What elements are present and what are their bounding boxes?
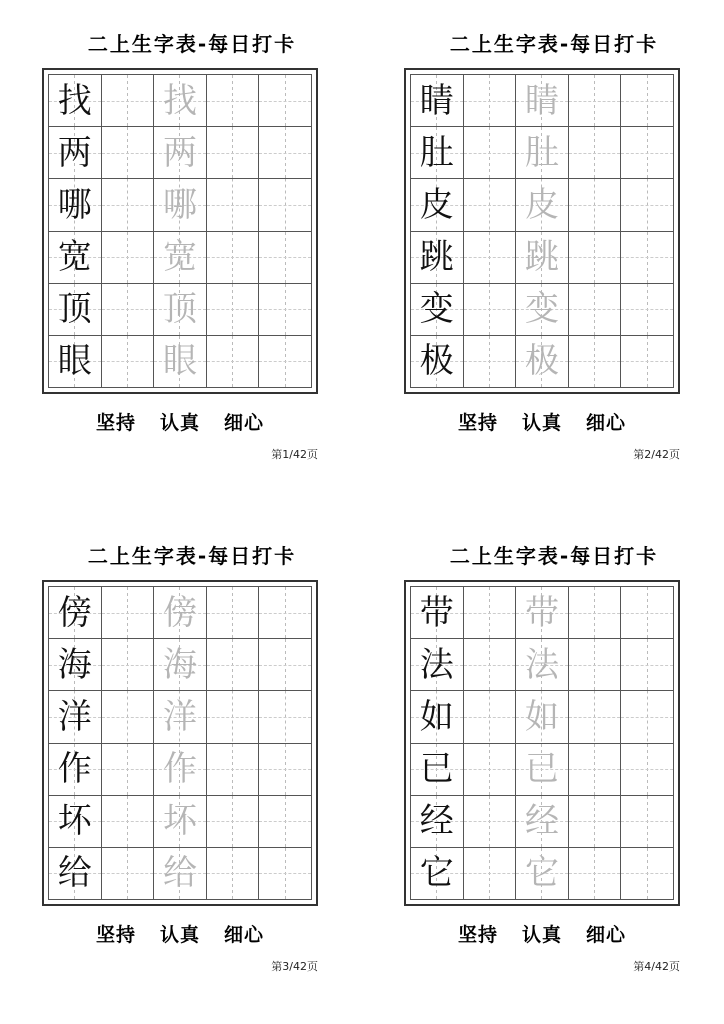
page-number: 第1/42页 <box>271 448 318 461</box>
practice-grid <box>42 68 318 394</box>
grid-cell <box>411 848 464 900</box>
grid-cell <box>411 336 464 388</box>
model-character: 极 <box>419 341 454 382</box>
grid-cell <box>49 179 102 231</box>
grid-cell <box>154 284 207 336</box>
trace-character: 眼 <box>162 341 197 382</box>
sheet-title: 二上生字表-每日打卡 <box>449 32 659 56</box>
trace-character: 洋 <box>162 696 197 737</box>
grid-cell <box>102 796 155 848</box>
grid-cell <box>621 848 674 900</box>
grid-cell <box>569 744 622 796</box>
grid-cell <box>154 691 207 743</box>
worksheet-3 <box>42 542 342 982</box>
grid-cell <box>569 639 622 691</box>
grid-cell <box>464 75 517 127</box>
trace-character: 已 <box>524 749 559 790</box>
grid-cell <box>516 336 569 388</box>
trace-character: 跳 <box>524 237 559 278</box>
grid-cell <box>516 744 569 796</box>
grid-cell <box>569 127 622 179</box>
model-character: 宽 <box>57 237 92 278</box>
worksheet-2 <box>404 30 704 470</box>
grid-cell <box>259 796 312 848</box>
grid-cell <box>516 639 569 691</box>
grid-cell <box>259 179 312 231</box>
trace-character: 法 <box>524 644 559 685</box>
grid-cell <box>207 127 260 179</box>
grid-cell <box>154 232 207 284</box>
grid-cell <box>516 587 569 639</box>
grid-cell <box>411 744 464 796</box>
model-character: 作 <box>57 749 92 790</box>
grid-cell <box>464 587 517 639</box>
grid-cell <box>259 127 312 179</box>
grid-cell <box>102 284 155 336</box>
grid-cell <box>621 691 674 743</box>
model-character: 睛 <box>419 80 454 121</box>
grid-cell <box>49 336 102 388</box>
trace-character: 傍 <box>162 592 197 633</box>
grid-cell <box>154 587 207 639</box>
model-character: 坏 <box>57 801 92 842</box>
grid-cell <box>411 75 464 127</box>
grid-cell <box>102 232 155 284</box>
grid-cell <box>49 639 102 691</box>
grid-cell <box>102 75 155 127</box>
grid-cell <box>154 127 207 179</box>
grid-cell <box>516 796 569 848</box>
grid-cell <box>569 796 622 848</box>
grid-cell <box>621 284 674 336</box>
motto-word: 认真 <box>159 924 200 946</box>
grid-cell <box>464 127 517 179</box>
grid-cell <box>259 232 312 284</box>
grid-cell <box>154 75 207 127</box>
grid-cell <box>207 232 260 284</box>
grid-cell <box>207 587 260 639</box>
motto <box>42 408 318 435</box>
worksheet-4 <box>404 542 704 982</box>
grid-cell <box>259 587 312 639</box>
grid-cell <box>259 336 312 388</box>
grid-cell <box>516 848 569 900</box>
grid-cell <box>259 284 312 336</box>
grid-cell <box>516 691 569 743</box>
page-number: 第3/42页 <box>271 960 318 973</box>
page-number: 第2/42页 <box>633 448 680 461</box>
model-character: 眼 <box>57 341 92 382</box>
grid-cell <box>569 336 622 388</box>
grid-cell <box>464 744 517 796</box>
grid-cell <box>49 848 102 900</box>
grid-cell <box>207 744 260 796</box>
grid-cell <box>464 639 517 691</box>
motto-word: 坚持 <box>95 924 136 946</box>
trace-character: 顶 <box>162 289 197 330</box>
model-character: 找 <box>57 80 92 121</box>
model-character: 顶 <box>57 289 92 330</box>
model-character: 跳 <box>419 237 454 278</box>
grid-cell <box>102 587 155 639</box>
grid-cell <box>411 179 464 231</box>
grid-cell <box>569 75 622 127</box>
trace-character: 变 <box>524 289 559 330</box>
motto-word: 细心 <box>224 924 265 946</box>
motto-word: 认真 <box>521 412 562 434</box>
model-character: 海 <box>57 644 92 685</box>
grid-cell <box>49 587 102 639</box>
grid-cell <box>207 284 260 336</box>
grid-cell <box>464 796 517 848</box>
trace-character: 海 <box>162 644 197 685</box>
grid-cell <box>154 336 207 388</box>
grid-cell <box>259 75 312 127</box>
practice-grid <box>404 580 680 906</box>
trace-character: 给 <box>162 853 197 894</box>
grid-cell <box>207 75 260 127</box>
trace-character: 带 <box>524 592 559 633</box>
model-character: 它 <box>419 853 454 894</box>
grid-cell <box>464 848 517 900</box>
grid-cell <box>621 232 674 284</box>
grid-cell <box>49 75 102 127</box>
motto-word: 坚持 <box>457 924 498 946</box>
motto-word: 坚持 <box>95 412 136 434</box>
grid-cell <box>411 587 464 639</box>
trace-character: 找 <box>162 80 197 121</box>
grid-cell <box>207 336 260 388</box>
model-character: 洋 <box>57 696 92 737</box>
grid-cell <box>621 336 674 388</box>
sheet-title: 二上生字表-每日打卡 <box>449 544 659 568</box>
grid-cell <box>411 639 464 691</box>
trace-character: 哪 <box>162 184 197 225</box>
grid-cell <box>102 744 155 796</box>
sheet-title: 二上生字表-每日打卡 <box>87 544 297 568</box>
grid-cell <box>569 284 622 336</box>
model-character: 肚 <box>419 132 454 173</box>
model-character: 哪 <box>57 184 92 225</box>
grid-cell <box>49 232 102 284</box>
grid-cell <box>154 744 207 796</box>
grid-cell <box>516 179 569 231</box>
grid-cell <box>516 232 569 284</box>
grid-cell <box>102 127 155 179</box>
grid-cell <box>411 796 464 848</box>
grid-cell <box>569 179 622 231</box>
trace-character: 肚 <box>524 132 559 173</box>
trace-character: 经 <box>524 801 559 842</box>
grid-cell <box>464 232 517 284</box>
grid-cell <box>411 232 464 284</box>
grid-cell <box>621 744 674 796</box>
grid-cell <box>411 127 464 179</box>
motto <box>42 920 318 947</box>
grid-cell <box>569 587 622 639</box>
motto-word: 认真 <box>521 924 562 946</box>
motto-word: 细心 <box>224 412 265 434</box>
practice-grid <box>42 580 318 906</box>
model-character: 皮 <box>419 184 454 225</box>
grid-cell <box>516 75 569 127</box>
grid-cell <box>621 179 674 231</box>
trace-character: 极 <box>524 341 559 382</box>
grid-cell <box>207 691 260 743</box>
model-character: 已 <box>419 749 454 790</box>
grid-cell <box>49 744 102 796</box>
grid-cell <box>569 848 622 900</box>
grid-cell <box>49 691 102 743</box>
grid-cell <box>49 127 102 179</box>
model-character: 带 <box>419 592 454 633</box>
grid-cell <box>621 587 674 639</box>
trace-character: 坏 <box>162 801 197 842</box>
grid-cell <box>207 848 260 900</box>
model-character: 变 <box>419 289 454 330</box>
grid-cell <box>464 284 517 336</box>
model-character: 给 <box>57 853 92 894</box>
grid-cell <box>154 848 207 900</box>
motto-word: 认真 <box>159 412 200 434</box>
grid-cell <box>464 336 517 388</box>
grid-cell <box>207 796 260 848</box>
grid-cell <box>154 179 207 231</box>
motto <box>404 408 680 435</box>
worksheet-1 <box>42 30 342 470</box>
model-character: 两 <box>57 132 92 173</box>
model-character: 如 <box>419 696 454 737</box>
grid-cell <box>569 232 622 284</box>
grid-cell <box>464 179 517 231</box>
page-number: 第4/42页 <box>633 960 680 973</box>
grid-cell <box>516 284 569 336</box>
trace-character: 睛 <box>524 80 559 121</box>
model-character: 傍 <box>57 592 92 633</box>
grid-cell <box>259 744 312 796</box>
grid-cell <box>621 639 674 691</box>
motto-word: 坚持 <box>457 412 498 434</box>
trace-character: 如 <box>524 696 559 737</box>
trace-character: 宽 <box>162 237 197 278</box>
grid-cell <box>207 639 260 691</box>
model-character: 经 <box>419 801 454 842</box>
grid-cell <box>411 691 464 743</box>
grid-cell <box>464 691 517 743</box>
grid-cell <box>102 691 155 743</box>
grid-cell <box>102 336 155 388</box>
practice-grid <box>404 68 680 394</box>
grid-cell <box>259 639 312 691</box>
grid-cell <box>259 691 312 743</box>
model-character: 法 <box>419 644 454 685</box>
grid-cell <box>154 796 207 848</box>
grid-cell <box>49 796 102 848</box>
grid-cell <box>102 179 155 231</box>
motto-word: 细心 <box>586 412 627 434</box>
motto-word: 细心 <box>586 924 627 946</box>
grid-cell <box>411 284 464 336</box>
trace-character: 作 <box>162 749 197 790</box>
trace-character: 它 <box>524 853 559 894</box>
grid-cell <box>154 639 207 691</box>
grid-cell <box>516 127 569 179</box>
grid-cell <box>569 691 622 743</box>
grid-cell <box>259 848 312 900</box>
grid-cell <box>207 179 260 231</box>
grid-cell <box>621 127 674 179</box>
grid-cell <box>621 75 674 127</box>
motto <box>404 920 680 947</box>
trace-character: 两 <box>162 132 197 173</box>
grid-cell <box>102 639 155 691</box>
trace-character: 皮 <box>524 184 559 225</box>
grid-cell <box>102 848 155 900</box>
grid-cell <box>621 796 674 848</box>
grid-cell <box>49 284 102 336</box>
sheet-title: 二上生字表-每日打卡 <box>87 32 297 56</box>
